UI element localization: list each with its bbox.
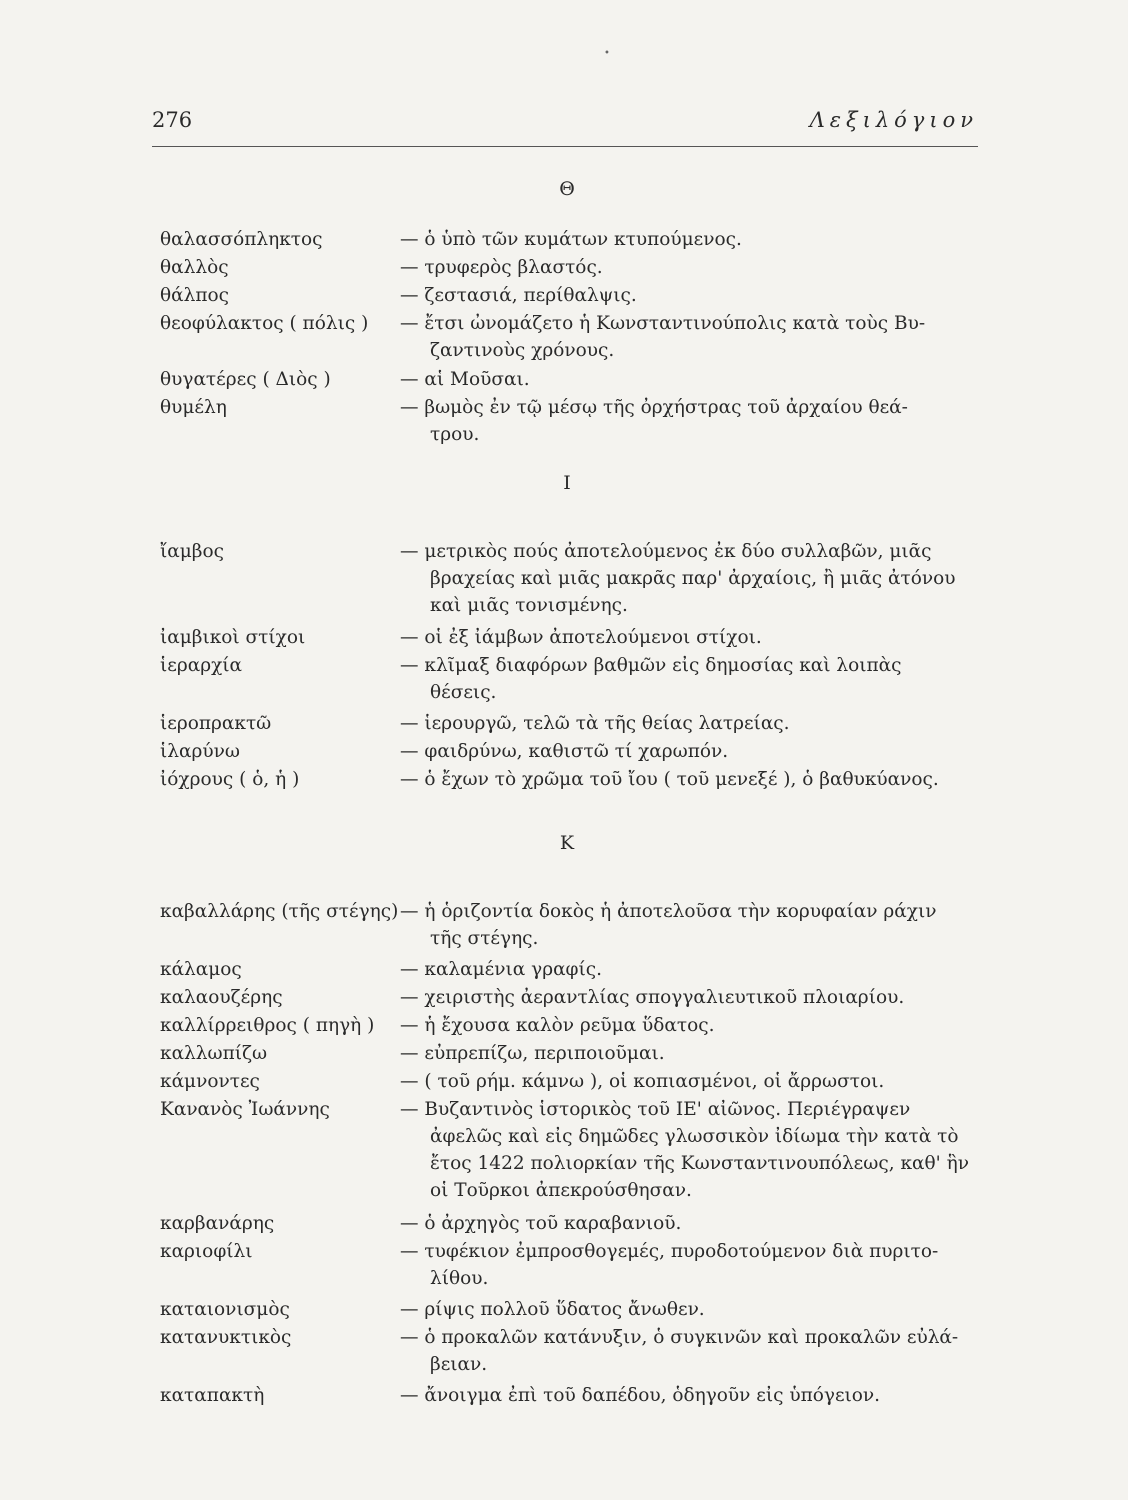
entry-term: θαλλὸς (160, 257, 229, 278)
entry-term: καταιονισμὸς (160, 1299, 290, 1320)
entry-term: θάλπος (160, 285, 230, 306)
definition-line: ἔτος 1422 πολιορκίαν τῆς Κωνσταντινουπόλεως, καθ' ἣν (430, 1153, 969, 1174)
definition-line: — ἔτσι ὠνομάζετο ἡ Κωνσταντινούπολις κατὰ τοὺς Βυ- (400, 313, 926, 334)
entry-definition (400, 624, 978, 651)
definition-line: τῆς στέγης. (430, 928, 539, 949)
entry-term: κάλαμος (160, 959, 242, 980)
entry-definition (400, 1296, 978, 1323)
entry-term: θαλασσόπληκτος (160, 229, 323, 250)
definition-line: — κλῖμαξ διαφόρων βαθμῶν εἰς δημοσίας καὶ λοιπὰς (400, 655, 902, 676)
page-header (152, 108, 978, 132)
entry-term: θεοφύλακτος ( πόλις ) (160, 313, 369, 334)
section-letter: Ι (563, 472, 571, 494)
entry-term: ἰαμβικοὶ στίχοι (160, 627, 306, 648)
entry-term: καριοφίλι (160, 1241, 253, 1262)
entry-definition (400, 738, 978, 765)
definition-line: — ὁ ἀρχηγὸς τοῦ καραβανιοῦ. (400, 1213, 682, 1234)
entry-term: ἱεραρχία (160, 655, 243, 676)
entry-term: Κανανὸς Ἰωάννης (160, 1099, 330, 1120)
definition-line: — Βυζαντινὸς ἱστορικὸς τοῦ ΙΕ' αἰῶνος. Περιέγραψεν (400, 1099, 911, 1120)
definition-line: — μετρικὸς πούς ἀποτελούμενος ἐκ δύο συλλαβῶν, μιᾶς (400, 541, 932, 562)
entry-definition (400, 254, 978, 281)
entry-term: κάμνοντες (160, 1071, 260, 1092)
entry-term: καταπακτὴ (160, 1385, 265, 1406)
entry-definition (400, 1068, 978, 1095)
entry-term: καλλωπίζω (160, 1043, 268, 1064)
section-letter: Κ (559, 832, 575, 854)
definition-line: θέσεις. (430, 682, 497, 703)
definition-line: — ἄνοιγμα ἐπὶ τοῦ δαπέδου, ὁδηγοῦν εἰς ὑπόγειον. (400, 1385, 881, 1406)
section-letter: Θ (559, 178, 575, 200)
entry-term: ἱλαρύνω (160, 741, 240, 762)
definition-line: — τυφέκιον ἐμπροσθογεμές, πυροδοτούμενον διὰ πυριτο- (400, 1241, 939, 1262)
definition-line: — τρυφερὸς βλαστός. (400, 257, 603, 278)
definition-line: — ( τοῦ ρήμ. κάμνω ), οἱ κοπιασμένοι, οἱ ἄρρωστοι. (400, 1071, 885, 1092)
entry-term: θυμέλη (160, 397, 227, 418)
entry-definition (400, 366, 978, 393)
entry-definition (400, 710, 978, 737)
definition-line: — καλαμένια γραφίς. (400, 959, 603, 980)
definition-line: τρου. (430, 424, 480, 445)
definition-line: — χειριστὴς ἀεραντλίας σπογγαλιευτικοῦ πλοιαρίου. (400, 987, 905, 1008)
entry-definition (400, 766, 978, 793)
definition-line: ζαντινοὺς χρόνους. (430, 340, 615, 361)
entry-definition (400, 394, 978, 448)
entry-definition (400, 984, 978, 1011)
definition-line: — ἱερουργῶ, τελῶ τὰ τῆς θείας λατρείας. (400, 713, 790, 734)
entry-term: καλλίρρειθρος ( πηγὴ ) (160, 1015, 375, 1036)
definition-line: οἱ Τοῦρκοι ἀπεκρούσθησαν. (430, 1180, 692, 1201)
definition-line: — ὁ ἔχων τὸ χρῶμα τοῦ ἴου ( τοῦ μενεξέ ), ὁ βαθυκύανος. (400, 769, 939, 790)
definition-line: — οἱ ἐξ ἰάμβων ἀποτελούμενοι στίχοι. (400, 627, 762, 648)
definition-line: — ὁ προκαλῶν κατάνυξιν, ὁ συγκινῶν καὶ προκαλῶν εὐλά- (400, 1327, 959, 1348)
entry-term: θυγατέρες ( Διὸς ) (160, 369, 331, 390)
entry-definition (400, 538, 978, 619)
entry-term: ἰόχρους ( ὁ, ἡ ) (160, 769, 300, 790)
entry-definition (400, 1096, 978, 1204)
definition-line: — φαιδρύνω, καθιστῶ τί χαρωπόν. (400, 741, 729, 762)
definition-line: — ρίψις πολλοῦ ὕδατος ἄνωθεν. (400, 1299, 705, 1320)
definition-line: — ὁ ὑπὸ τῶν κυμάτων κτυπούμενος. (400, 229, 742, 250)
entry-definition (400, 956, 978, 983)
entry-term: καλαουζέρης (160, 987, 283, 1008)
entry-definition (400, 1040, 978, 1067)
definition-line: βραχείας καὶ μιᾶς μακρᾶς παρ' ἀρχαίοις, ἢ μιᾶς ἀτόνου (430, 568, 956, 589)
definition-line: λίθου. (430, 1268, 489, 1289)
definition-line: — ἡ ὁριζοντία δοκὸς ἡ ἀποτελοῦσα τὴν κορυφαίαν ράχιν (400, 901, 937, 922)
entry-definition (400, 898, 978, 952)
entry-definition (400, 1210, 978, 1237)
entry-definition (400, 652, 978, 706)
entry-definition (400, 282, 978, 309)
definition-line: — βωμὸς ἐν τῷ μέσῳ τῆς ὀρχήστρας τοῦ ἀρχαίου θεά- (400, 397, 908, 418)
entry-term: καρβανάρης (160, 1213, 275, 1234)
header-rule (152, 146, 978, 147)
entry-definition (400, 310, 978, 364)
entry-definition (400, 1382, 978, 1409)
entry-term: ἴαμβος (160, 541, 224, 562)
page-number: 276 (152, 108, 193, 132)
entry-definition (400, 1012, 978, 1039)
definition-line: — ἡ ἔχουσα καλὸν ρεῦμα ὕδατος. (400, 1015, 715, 1036)
definition-line: ἀφελῶς καὶ εἰς δημῶδες γλωσσικὸν ἰδίωμα τὴν κατὰ τὸ (430, 1126, 959, 1147)
definition-line: καὶ μιᾶς τονισμένης. (430, 595, 628, 616)
speck-mark: • (604, 48, 610, 59)
entry-term: κατανυκτικὸς (160, 1327, 292, 1348)
entry-definition (400, 1238, 978, 1292)
definition-line: — εὐπρεπίζω, περιποιοῦμαι. (400, 1043, 665, 1064)
running-title: Λεξιλόγιον (809, 108, 978, 132)
definition-line: — αἱ Μοῦσαι. (400, 369, 530, 390)
definition-line: βειαν. (430, 1354, 488, 1375)
entry-definition (400, 1324, 978, 1378)
entry-term: καβαλλάρης (τῆς στέγης) (160, 901, 399, 922)
entry-definition (400, 226, 978, 253)
definition-line: — ζεστασιά, περίθαλψις. (400, 285, 637, 306)
entry-term: ἱεροπρακτῶ (160, 713, 272, 734)
